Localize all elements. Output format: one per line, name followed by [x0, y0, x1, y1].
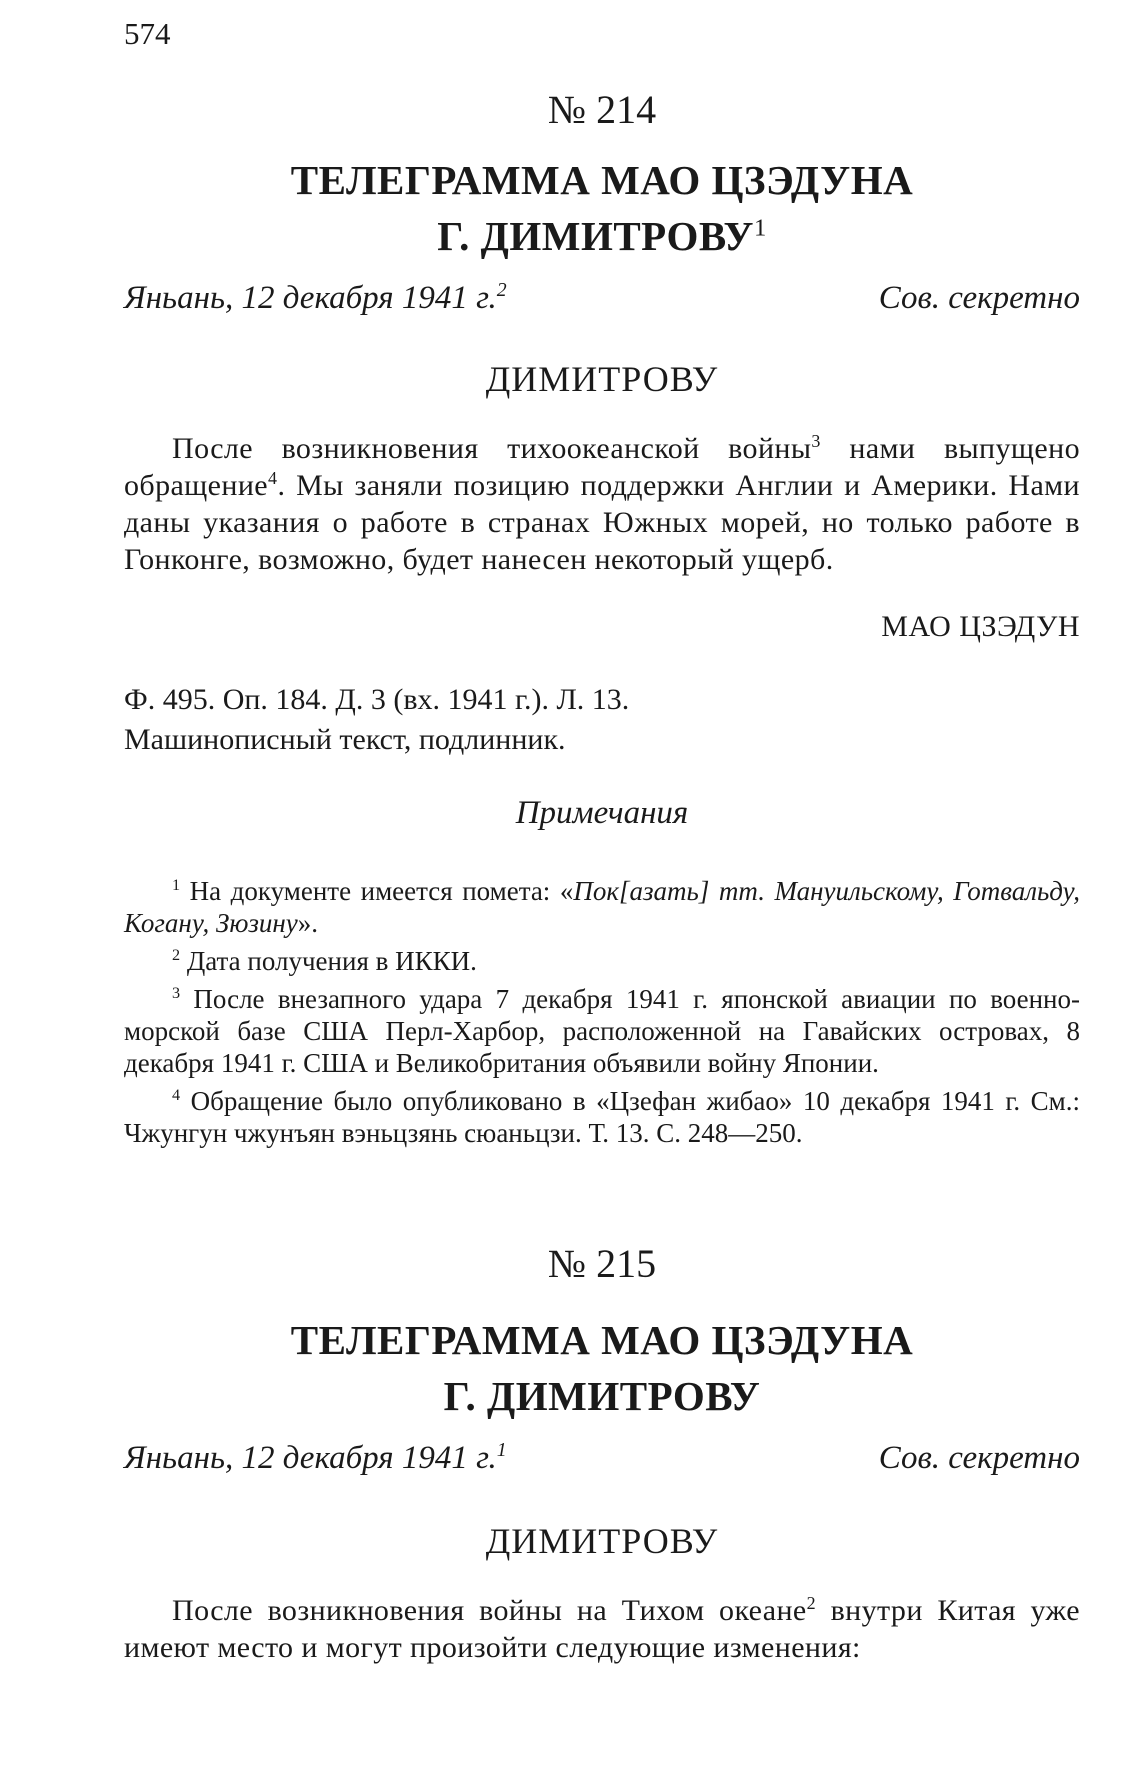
page-number: 574: [124, 16, 171, 51]
classification: Сов. секретно: [878, 1440, 1080, 1476]
doc215-addressee: ДИМИТРОВУ: [485, 1521, 719, 1561]
note-2: $^2$ Дата получения в ИККИ.: [172, 946, 477, 976]
classification: Сов. секретно: [878, 280, 1080, 316]
note-3: $^3$ После внезапного удара 7 декабря 1941 г. японской авиации по военно-морской базе США Перл-Харбор, расположенной на Гавайских островах, 8 декабря 1941 г. США и Великобритания объявили войну Японии.: [124, 984, 1080, 1078]
note-4: $^4$ Обращение было опубликовано в «Цзефан жибао» 10 декабря 1941 г. См.: Чжунгун чжунъян вэньцзянь сюаньцзи. Т. 13. С. 248—250.: [124, 1086, 1080, 1148]
place-date: Яньань, 12 декабря 1941 г.$^2$: [124, 279, 507, 316]
doc214-archive-ref: Ф. 495. Оп. 184. Д. 3 (вх. 1941 г.). Л. 13. Машинописный текст, подлинник.: [124, 683, 630, 756]
doc215-dateline: [124, 1440, 1080, 1477]
doc215-number: № 215: [547, 1241, 657, 1286]
doc214-number: № 214: [547, 87, 657, 132]
doc214-body: После возникновения тихоокеанской войны$^3$ нами выпущено обращение$^4$. Мы заняли позицию поддержки Англии и Америки. Нами даны указания о работе в странах Южных морей, но только работе в Гонконге, возможно, будет нанесен некоторый ущерб.: [124, 431, 1080, 576]
doc214-title: ТЕЛЕГРАММА МАО ЦЗЭДУНА Г. ДИМИТРОВУ$^1$: [290, 157, 914, 259]
doc215-title: ТЕЛЕГРАММА МАО ЦЗЭДУНА Г. ДИМИТРОВУ: [290, 1317, 914, 1419]
notes-heading: Примечания: [515, 795, 689, 831]
note-1: $^1$ На документе имеется помета: «Пок[азать] тт. Мануильскому, Готвальду, Когану, Зюзину».: [124, 876, 1080, 938]
doc215-body: После возникновения войны на Тихом океане$^2$ внутри Китая уже имеют место и могут произойти следующие изменения:: [124, 1593, 1080, 1664]
footnote-ref: 1: [754, 214, 767, 242]
doc214-addressee: ДИМИТРОВУ: [485, 359, 719, 399]
place-date: Яньань, 12 декабря 1941 г.$^1$: [124, 1439, 507, 1476]
doc214-signature: МАО ЦЗЭДУН: [881, 610, 1080, 643]
doc214-dateline: [124, 280, 1080, 317]
notes-list: [124, 875, 1080, 1155]
